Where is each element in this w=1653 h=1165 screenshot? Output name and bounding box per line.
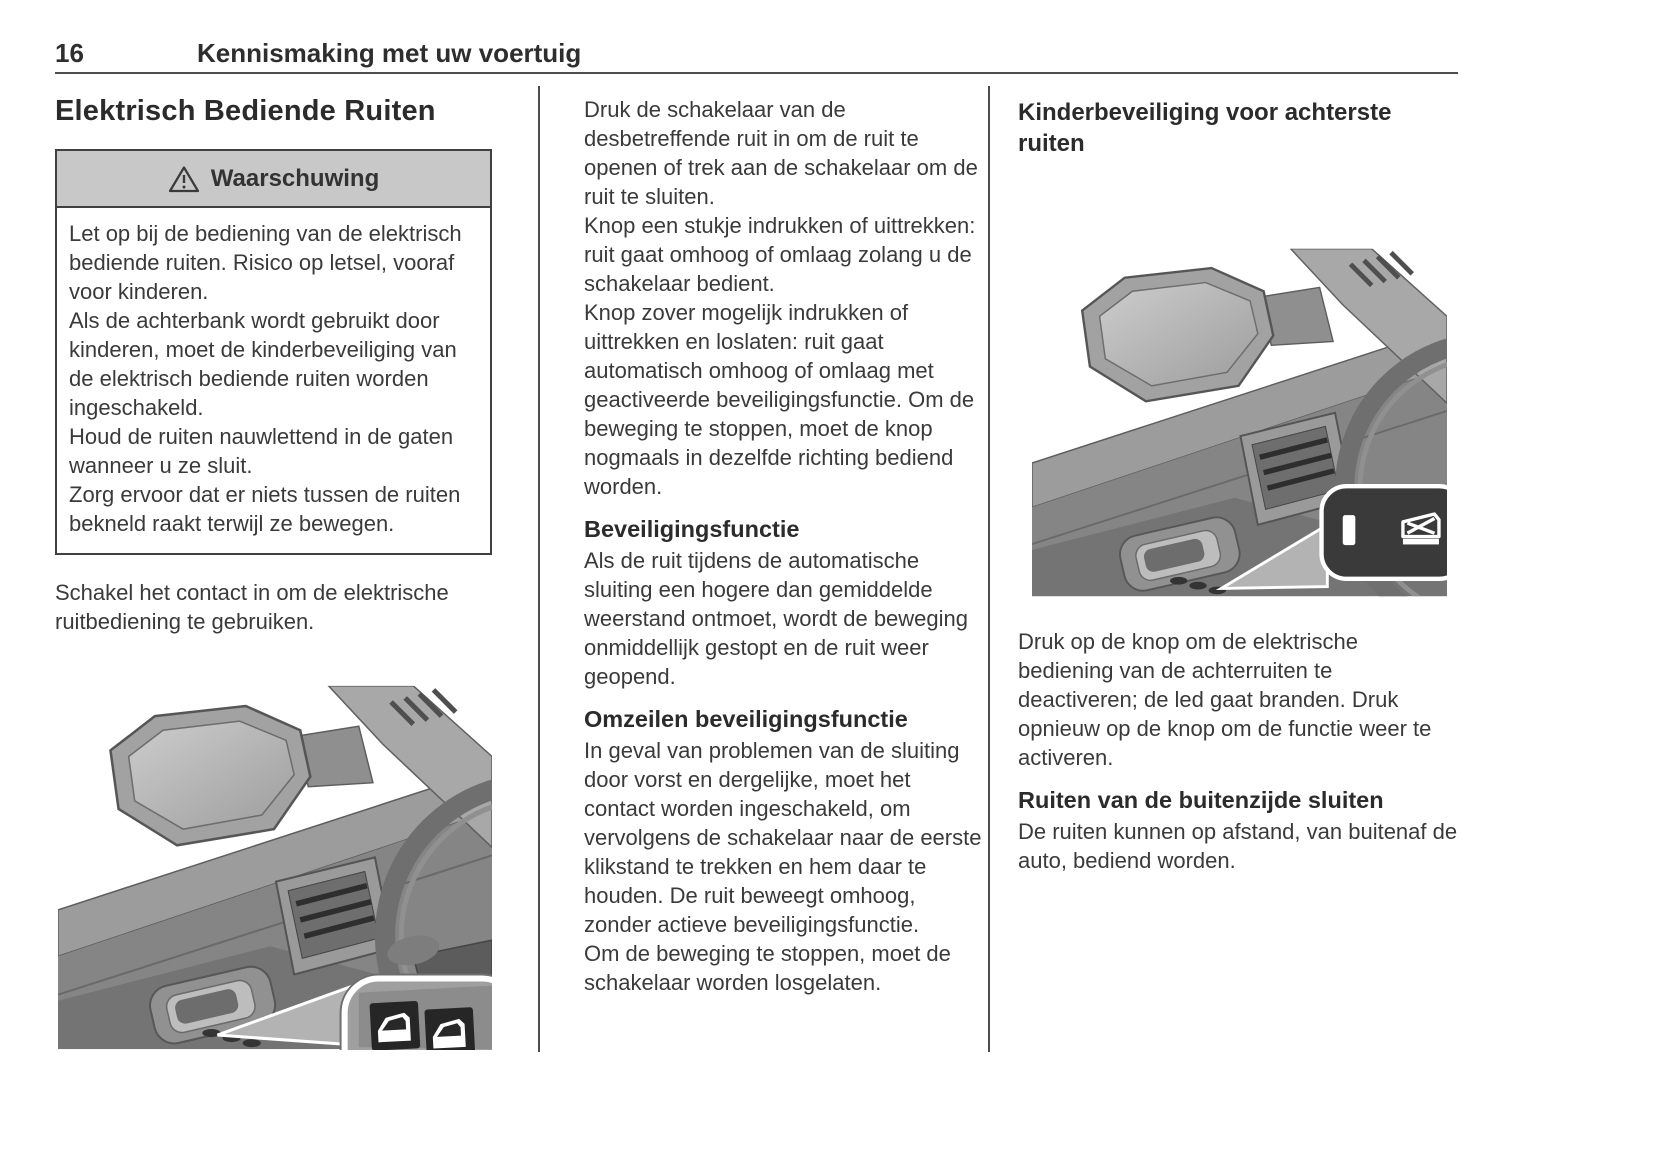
column-2	[584, 95, 982, 997]
warning-title: Waarschuwing	[210, 164, 380, 192]
warning-triangle-icon	[168, 165, 200, 193]
column-separator-1	[538, 86, 540, 1052]
subsection-heading: Omzeilen beveiligingsfunctie	[584, 706, 908, 732]
column-3	[1018, 95, 1458, 159]
column-3-lower	[1018, 627, 1458, 875]
column-1	[55, 95, 492, 636]
warning-paragraph: Houd de ruiten nauwlettend in de gaten wanneer u ze sluit.	[69, 424, 454, 478]
led-indicator	[1343, 515, 1356, 545]
body-paragraph: Om de beweging te stoppen, moet de schakelaar worden losgelaten.	[584, 941, 951, 995]
door-panel-child-lock-illustration	[1032, 232, 1447, 613]
door-panel-window-switches-illustration	[58, 685, 492, 1050]
warning-paragraph: Let op bij de bediening van de elektrisch bediende ruiten. Risico op letsel, vooraf voor kinderen.	[69, 221, 462, 304]
body-paragraph: Druk op de knop om de elektrische bediening van de achterruiten te deactiveren; de led gaat branden. Druk opnieuw op de knop om de functie weer te activeren.	[1018, 629, 1432, 770]
door-panel-scene	[1032, 232, 1447, 613]
body-paragraph: Knop zover mogelijk indrukken of uittrekken en loslaten: ruit gaat automatisch omhoog of omlaag met geactiveerde beveiligingsfunctie. Om de beweging te stoppen, moet de knop nogmaals in dezelfde richting bediend worden.	[584, 300, 975, 499]
body-paragraph: In geval van problemen van de sluiting door vorst en dergelijke, moet het contact worden ingeschakeld, om vervolgens de schakelaar naar de eerste klikstand te trekken en hem daar te houden. De ruit beweegt omhoog, zonder actieve beveiligingsfunctie.	[584, 738, 982, 937]
body-paragraph: Als de ruit tijdens de automatische sluiting een hogere dan gemiddelde weerstand ontmoet, wordt de beweging onmiddellijk gestopt en de ruit weer geopend.	[584, 548, 969, 689]
warning-box	[55, 149, 492, 555]
page-number: 16	[55, 38, 84, 68]
warning-paragraph: Als de achterbank wordt gebruikt door kinderen, moet de kinderbeveiliging van de elektrisch bediende ruiten worden ingeschakeld.	[69, 308, 457, 420]
chapter-title: Kennismaking met uw voertuig	[197, 38, 582, 68]
header-rule	[55, 72, 1458, 74]
subsection-heading: Kinderbeveiliging voor achterste ruiten	[1018, 99, 1392, 157]
subsection-heading: Ruiten van de buitenzijde sluiten	[1018, 787, 1384, 813]
warning-header	[57, 151, 490, 208]
warning-body	[57, 208, 490, 553]
body-paragraph: Druk de schakelaar van de desbetreffende ruit in om de ruit te openen of trek aan de schakelaar om de ruit te sluiten.	[584, 97, 978, 209]
body-paragraph: Knop een stukje indrukken of uittrekken: ruit gaat omhoog of omlaag zolang u de schakelaar bedient.	[584, 213, 976, 296]
door-panel-scene	[58, 685, 492, 1050]
body-paragraph: Schakel het contact in om de elektrische ruitbediening te gebruiken.	[55, 580, 449, 634]
body-paragraph: De ruiten kunnen op afstand, van buitenaf de auto, bediend worden.	[1018, 819, 1458, 873]
subsection-heading: Beveiligingsfunctie	[584, 516, 800, 542]
warning-paragraph: Zorg ervoor dat er niets tussen de ruiten bekneld raakt terwijl ze bewegen.	[69, 482, 461, 536]
column-separator-2	[988, 86, 990, 1052]
section-title: Elektrisch Bediende Ruiten	[55, 95, 436, 127]
